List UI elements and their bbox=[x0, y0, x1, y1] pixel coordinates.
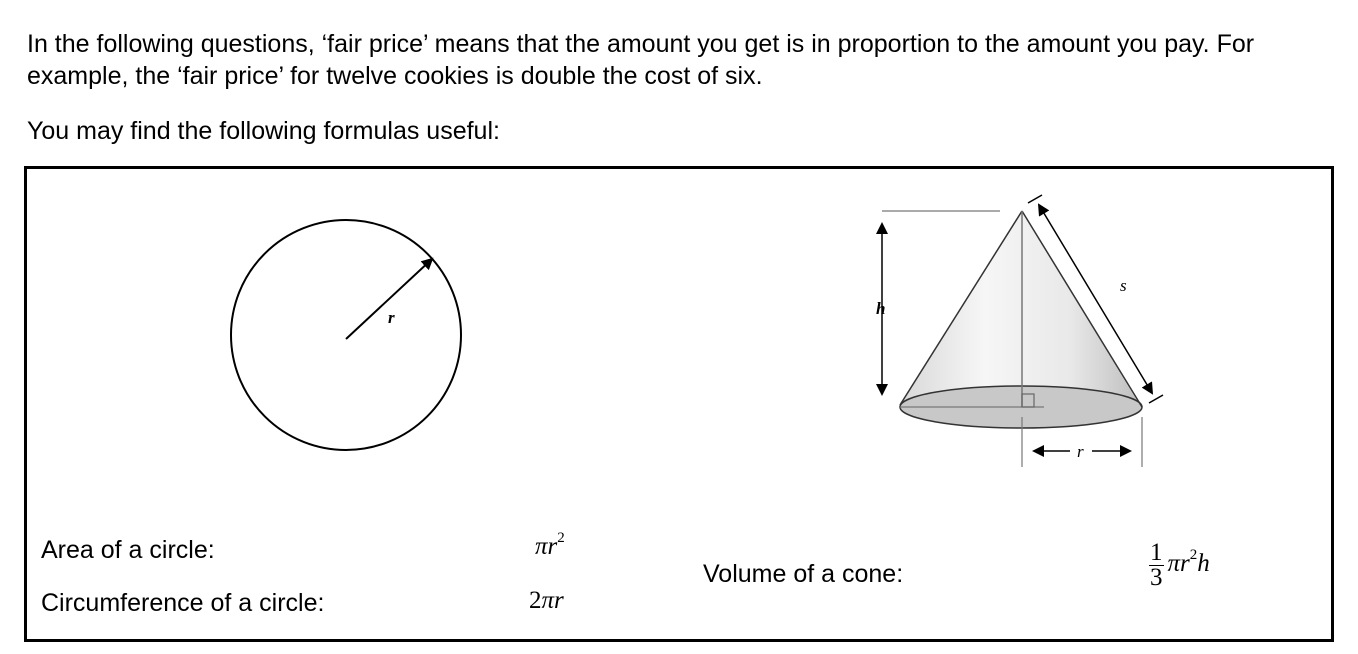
intro-text bbox=[27, 28, 1337, 147]
circumference-pi: π bbox=[541, 587, 555, 614]
cone-height-label: h bbox=[876, 299, 886, 318]
cone-slant-label: s bbox=[1120, 276, 1127, 295]
area-pi: π bbox=[535, 533, 548, 560]
circle-radius-label: r bbox=[388, 308, 395, 327]
cone-exponent: 2 bbox=[1189, 547, 1198, 564]
circumference-label: Circumference of a circle: bbox=[41, 589, 325, 617]
formula-box bbox=[24, 166, 1334, 642]
intro-paragraph-2: You may find the following formulas useful: bbox=[27, 117, 500, 145]
cone-volume-formula bbox=[1149, 541, 1210, 590]
circumference-formula bbox=[529, 587, 564, 615]
fraction-numerator: 1 bbox=[1150, 539, 1163, 566]
cone-h: h bbox=[1197, 550, 1210, 578]
circumference-coefficient: 2 bbox=[529, 587, 542, 614]
intro-paragraph-1: In the following questions, ‘fair price’ means that the amount you get is in proportion to the amount you pay. For example, the ‘fair price’ for twelve cookies is double the cost of six. bbox=[27, 30, 1255, 90]
area-r: r bbox=[547, 533, 558, 560]
radius-arrow bbox=[346, 259, 432, 339]
cone-radius-label: r bbox=[1077, 442, 1084, 461]
circle-shape bbox=[231, 220, 461, 450]
area-formula bbox=[535, 530, 565, 561]
area-exponent: 2 bbox=[557, 530, 565, 546]
fraction-denominator: 3 bbox=[1150, 564, 1163, 591]
area-label: Area of a circle: bbox=[41, 536, 215, 564]
circle-diagram bbox=[222, 219, 467, 459]
cone-pi: π bbox=[1167, 550, 1181, 578]
circumference-r: r bbox=[554, 587, 564, 614]
cone-diagram bbox=[862, 189, 1202, 474]
cone-volume-label: Volume of a cone: bbox=[703, 560, 904, 588]
one-third-fraction bbox=[1149, 541, 1164, 590]
cone-r: r bbox=[1180, 550, 1190, 578]
